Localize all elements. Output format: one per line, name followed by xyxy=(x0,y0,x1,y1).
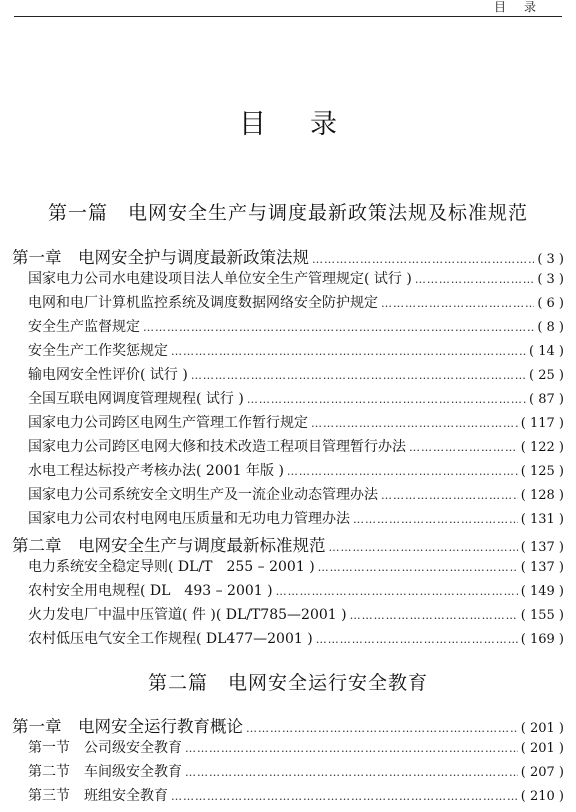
page-title: 目录 xyxy=(239,109,381,140)
toc-entry-item[interactable] xyxy=(28,316,564,338)
toc-entry-text: 电力系统安全稳定导则( DL/T 255 – 2001 ) xyxy=(28,559,315,575)
toc-entry-text: 国家电力公司跨区电网大修和技术改造工程项目管理暂行办法 xyxy=(28,439,406,455)
page-number: ( 201 ) xyxy=(520,721,564,735)
dot-leader xyxy=(409,441,518,454)
dot-leader xyxy=(185,766,518,779)
dot-leader xyxy=(276,585,518,598)
toc-entry-chapter[interactable] xyxy=(12,713,564,735)
dot-leader xyxy=(329,541,518,554)
page-number: ( 155 ) xyxy=(520,608,564,623)
dot-leader xyxy=(143,321,534,334)
page-number: ( 125 ) xyxy=(520,464,564,479)
toc-entry-chapter[interactable] xyxy=(12,244,564,266)
toc-entry-section[interactable] xyxy=(28,737,564,759)
toc-entry-text: 水电工程达标投产考核办法( 2001 年版 ) xyxy=(28,463,284,479)
page-number: ( 149 ) xyxy=(520,584,564,599)
dot-leader xyxy=(247,393,526,406)
toc-entry-text: 第一章 电网安全护与调度最新政策法规 xyxy=(12,248,309,266)
toc-entry-item[interactable] xyxy=(28,580,564,602)
dot-leader xyxy=(353,513,518,526)
page-number: ( 128 ) xyxy=(520,488,564,503)
toc-entry-item[interactable] xyxy=(28,508,564,530)
page-number: ( 207 ) xyxy=(520,765,564,780)
toc-entry-section[interactable] xyxy=(28,761,564,783)
page-number: ( 137 ) xyxy=(520,560,564,575)
toc-entry-item[interactable] xyxy=(28,388,564,410)
page-number: ( 122 ) xyxy=(520,440,564,455)
page-number: ( 117 ) xyxy=(520,416,564,431)
toc-entry-text: 国家电力公司农村电网电压质量和无功电力管理办法 xyxy=(28,511,350,527)
toc-entry-text: 第一节 公司级安全教育 xyxy=(28,740,182,756)
toc-entry-item[interactable] xyxy=(28,436,564,458)
toc-entry-item[interactable] xyxy=(28,412,564,434)
toc-entry-item[interactable] xyxy=(28,340,564,362)
toc-entry-text: 第一章 电网安全运行教育概论 xyxy=(12,717,243,735)
dot-leader xyxy=(381,489,518,502)
dot-leader xyxy=(171,345,526,358)
page-number: ( 169 ) xyxy=(520,632,564,647)
page-number: ( 87 ) xyxy=(529,392,564,407)
page-number: ( 3 ) xyxy=(537,272,564,287)
dot-leader xyxy=(316,633,518,646)
dot-leader xyxy=(191,369,526,382)
toc-entry-text: 第二章 电网安全生产与调度最新标准规范 xyxy=(12,536,326,554)
toc-entry-item[interactable] xyxy=(28,556,564,578)
dot-leader xyxy=(312,253,534,266)
page-number: ( 201 ) xyxy=(520,741,564,756)
toc-entry-text: 国家电力公司系统安全文明生产及一流企业动态管理办法 xyxy=(28,487,378,503)
dot-leader xyxy=(381,297,534,310)
part-title: 第二篇 电网安全运行安全教育 xyxy=(147,672,428,694)
page-number: ( 14 ) xyxy=(529,344,564,359)
page-number: ( 131 ) xyxy=(520,512,564,527)
page-number: ( 3 ) xyxy=(537,252,564,266)
toc-entry-text: 全国互联电网调度管理规程( 试行 ) xyxy=(28,391,244,407)
dot-leader xyxy=(287,465,518,478)
toc-entry-text: 国家电力公司跨区电网生产管理工作暂行规定 xyxy=(28,415,308,431)
toc-entry-chapter[interactable] xyxy=(12,532,564,554)
running-title: 目录 xyxy=(493,0,554,14)
toc-entry-item[interactable] xyxy=(28,484,564,506)
toc-entry-item[interactable] xyxy=(28,604,564,626)
toc-entry-item[interactable] xyxy=(28,460,564,482)
toc-entry-text: 安全生产工作奖惩规定 xyxy=(28,343,168,359)
toc-entry-text: 农村安全用电规程( DL 493 – 2001 ) xyxy=(28,583,273,599)
toc-entry-text: 第三节 班组安全教育 xyxy=(28,788,168,804)
toc-entry-text: 安全生产监督规定 xyxy=(28,319,140,335)
dot-leader xyxy=(185,742,518,755)
dot-leader xyxy=(318,561,518,574)
toc-entry-item[interactable] xyxy=(28,628,564,650)
toc-entry-text: 电网和电厂计算机监控系统及调度数据网络安全防护规定 xyxy=(28,295,378,311)
page-number: ( 137 ) xyxy=(520,540,564,554)
dot-leader xyxy=(311,417,518,430)
page-number: ( 210 ) xyxy=(520,789,564,804)
toc-entry-text: 第二节 车间级安全教育 xyxy=(28,764,182,780)
toc-entry-text: 国家电力公司水电建设项目法人单位安全生产管理规定( 试行 ) xyxy=(28,271,412,287)
dot-leader xyxy=(171,790,518,803)
toc-entry-item[interactable] xyxy=(28,364,564,386)
part-title: 第一篇 电网安全生产与调度最新政策法规及标准规范 xyxy=(47,202,528,224)
page-number: ( 6 ) xyxy=(537,296,564,311)
dot-leader xyxy=(350,609,518,622)
toc-entry-text: 输电网安全性评价( 试行 ) xyxy=(28,367,188,383)
page-number: ( 8 ) xyxy=(537,320,564,335)
toc-entry-item[interactable] xyxy=(28,268,564,290)
dot-leader xyxy=(246,722,518,735)
toc-entry-text: 火力发电厂中温中压管道( 件 )( DL/T785—2001 ) xyxy=(28,607,347,623)
running-header xyxy=(14,0,562,17)
dot-leader xyxy=(415,273,534,286)
page-number: ( 25 ) xyxy=(529,368,564,383)
toc-entry-text: 农村低压电气安全工作规程( DL477—2001 ) xyxy=(28,631,313,647)
toc-entry-section[interactable] xyxy=(28,785,564,807)
toc-entry-item[interactable] xyxy=(28,292,564,314)
